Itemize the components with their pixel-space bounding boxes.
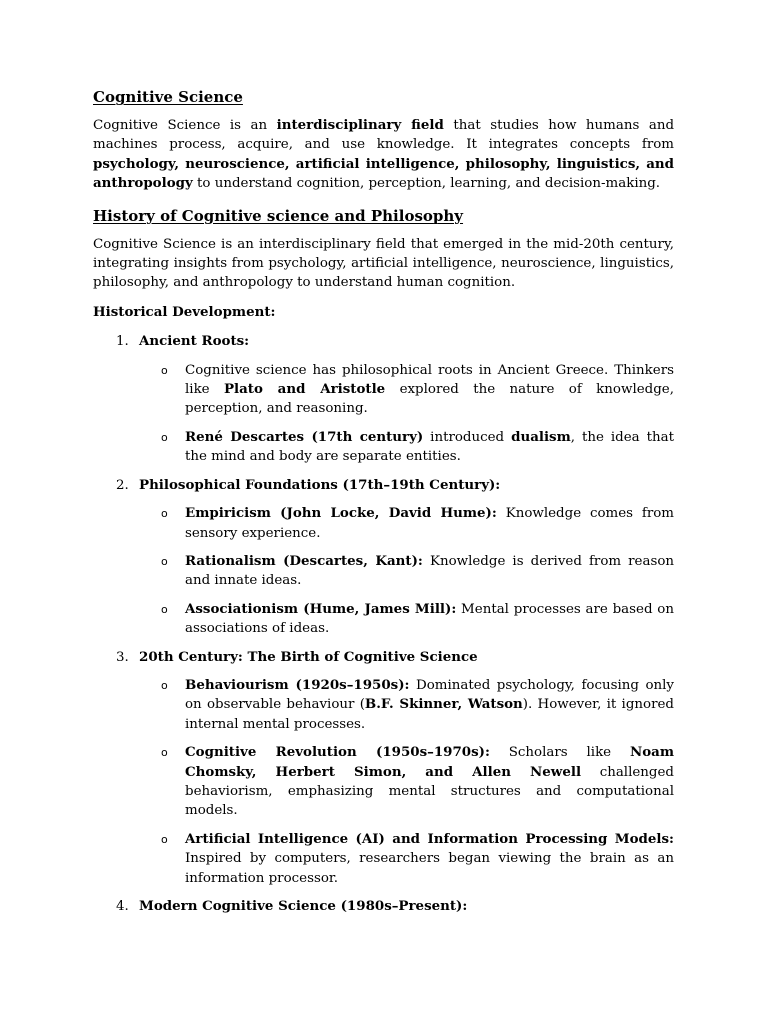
bullet-icon: o bbox=[161, 363, 168, 377]
text-run: Knowledge comes from sensory experience. bbox=[185, 506, 674, 541]
text-run: challenged behaviorism, emphasizing mental structures and computational models. bbox=[185, 764, 674, 819]
list-number: 4. bbox=[116, 899, 129, 914]
intro-bold-1: interdisciplinary field bbox=[276, 117, 444, 133]
list-item-title: 20th Century: The Birth of Cognitive Science bbox=[139, 648, 478, 665]
intro-text-2: that studies how humans and machines process, acquire, and use knowledge. It integrates concepts from bbox=[93, 118, 675, 153]
text-run: Knowledge is derived from reason and innate ideas. bbox=[185, 553, 675, 589]
bullet-icon: o bbox=[161, 430, 168, 444]
bold-text: Associationism (Hume, James Mill): bbox=[185, 600, 457, 617]
bold-text: Noam Chomsky, Herbert Simon, and Allen Newell bbox=[185, 744, 674, 780]
list-item-title: Modern Cognitive Science (1980s–Present): bbox=[139, 898, 468, 914]
history-paragraph: Cognitive Science is an interdisciplinary field that emerged in the mid-20th century, integrating insights from psychology, artificial intelligence, neuroscience, linguistics, philosophy, and anthropology to understand human cognition. bbox=[93, 236, 674, 291]
bullet-icon: o bbox=[161, 678, 168, 692]
text-run: Inspired by computers, researchers began viewing the brain as an information processor. bbox=[185, 851, 674, 886]
intro-text-3: to understand cognition, perception, learning, and decision-making. bbox=[192, 176, 661, 192]
bold-text: Rationalism (Descartes, Kant): bbox=[185, 552, 423, 569]
sub-list-item bbox=[93, 428, 674, 467]
list-item bbox=[93, 897, 674, 916]
list-item-title: Philosophical Foundations (17th–19th Century): bbox=[139, 476, 501, 493]
sub-list-item bbox=[93, 743, 674, 821]
bold-text: Artificial Intelligence (AI) and Information Processing Models: bbox=[185, 830, 674, 847]
bullet-icon: o bbox=[161, 507, 168, 521]
text-run: , the idea that the mind and body are separate entities. bbox=[185, 429, 674, 465]
text-run: Mental processes are based on associations of ideas. bbox=[185, 601, 674, 637]
bold-text: Behaviourism (1920s–1950s): bbox=[185, 676, 410, 693]
bold-text: Cognitive Revolution (1950s–1970s): bbox=[185, 744, 490, 761]
list-item bbox=[93, 648, 674, 667]
intro-bold-2: psychology, neuroscience, artificial intelligence, philosophy, linguistics, and anthropology bbox=[93, 155, 674, 192]
text-run: introduced bbox=[423, 429, 512, 445]
page-title: Cognitive Science bbox=[93, 88, 243, 106]
list-number: 1. bbox=[116, 334, 129, 350]
bullet-icon: o bbox=[161, 746, 168, 760]
bullet-icon: o bbox=[161, 832, 168, 846]
bullet-icon: o bbox=[161, 554, 168, 568]
text-run: Dominated psychology, focusing only on observable behaviour ( bbox=[185, 677, 674, 713]
bullet-icon: o bbox=[161, 602, 168, 616]
numbered-list bbox=[93, 332, 674, 916]
bold-text: René Descartes (17th century) bbox=[185, 428, 424, 445]
sub-list-item bbox=[93, 504, 674, 543]
bold-text: Empiricism (John Locke, David Hume): bbox=[185, 505, 497, 522]
text-run: explored the nature of knowledge, perception, and reasoning. bbox=[185, 382, 674, 417]
list-item bbox=[93, 476, 674, 495]
historical-development-label: Historical Development: bbox=[93, 303, 276, 320]
sub-list-item bbox=[93, 361, 674, 419]
sub-list-item bbox=[93, 830, 674, 888]
intro-paragraph bbox=[93, 116, 674, 194]
sub-list-item bbox=[93, 552, 674, 591]
bold-text: B.F. Skinner, Watson bbox=[364, 696, 523, 713]
sub-list-item bbox=[93, 600, 674, 639]
bold-text: dualism bbox=[511, 428, 571, 445]
text-run: Cognitive science has philosophical roots in Ancient Greece. Thinkers like bbox=[185, 362, 674, 398]
list-number: 3. bbox=[116, 649, 129, 665]
bold-text: Plato and Aristotle bbox=[223, 381, 386, 398]
document-page bbox=[93, 86, 674, 925]
sub-list-item bbox=[93, 676, 674, 734]
intro-text-1: Cognitive Science is an bbox=[93, 118, 277, 133]
list-item bbox=[93, 332, 674, 351]
section-heading-history: History of Cognitive science and Philosophy bbox=[93, 206, 464, 225]
text-run: Scholars like bbox=[489, 745, 630, 761]
list-number: 2. bbox=[116, 477, 129, 493]
text-run: ). However, it ignored internal mental processes. bbox=[185, 697, 674, 732]
list-item-title: Ancient Roots: bbox=[139, 333, 250, 350]
